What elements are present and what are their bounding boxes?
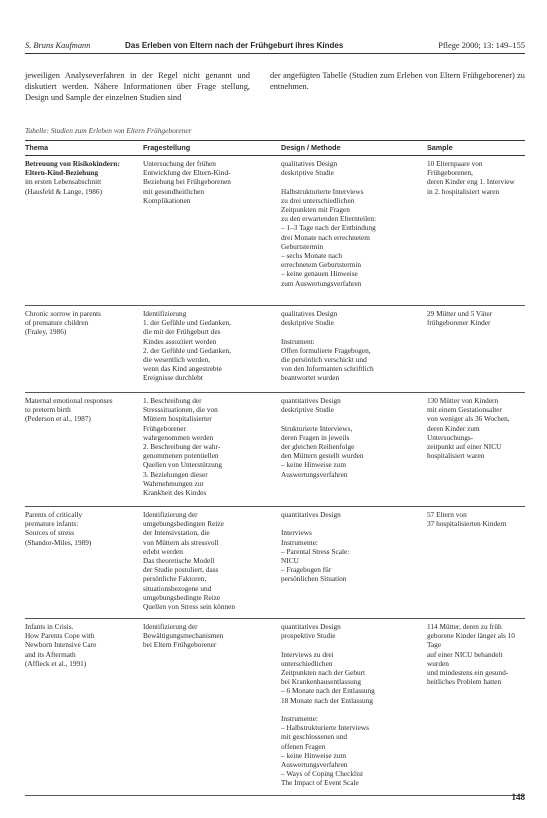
cell-design: [281, 309, 421, 383]
table-row: [25, 306, 525, 393]
cell-line: zeitpunkt auf einer NICU: [427, 442, 502, 452]
cell-line: (Affleck et al., 1991): [25, 658, 87, 668]
cell-line: von den Informanten schriftlich: [281, 364, 374, 374]
cell-line: qualitatives Design: [281, 159, 338, 168]
cell-line: mit einem Gestationsalter: [427, 405, 502, 415]
cell-line: heitliches Problem hatten: [427, 677, 502, 687]
cell-line: Interviews zu drei: [281, 649, 334, 659]
cell-line: Geburtstermin: [281, 241, 324, 251]
running-header: [25, 39, 525, 54]
cell-line: frühgeborener Kinder: [427, 318, 491, 328]
cell-line: wenn das Kind angestrebte: [143, 364, 222, 374]
cell-line: of premature children: [25, 318, 89, 328]
cell-line: situationsbezogene und: [143, 583, 212, 593]
cell-line: Halbstrukturierte Interviews: [281, 186, 364, 196]
studies-table: [25, 140, 525, 796]
table-row: [25, 507, 525, 619]
cell-line: Instrument:: [281, 336, 315, 346]
thema-title: Betreuung von Risikokindern: Eltern-Kind-Beziehung: [25, 159, 120, 178]
cell-line: – Ways of Coping Checklist: [281, 769, 363, 779]
header-journal: Pflege 2000; 13: 149–155: [438, 41, 525, 50]
header-author: S. Bruns Kaufmann: [25, 41, 91, 50]
cell-line: umgebungsbedingten Reize: [143, 519, 224, 529]
cell-line: Offen formulierte Fragebogen,: [281, 345, 371, 355]
cell-line: beantwortet wurden: [281, 373, 340, 383]
cell-line: 37 hospitalisierten Kindern: [427, 519, 507, 529]
cell-line: deskriptive Studie: [281, 318, 334, 328]
cell-line: von weniger als 36 Wochen,: [427, 414, 510, 424]
cell-line: 114 Mütter, deren zu früh: [427, 622, 502, 631]
header-title: Das Erleben von Eltern nach der Frühgeburt ihres Kindes: [125, 41, 344, 50]
cell-thema: [25, 510, 137, 547]
cell-line: die mit der Frühgeburt des: [143, 327, 221, 337]
cell-line: to preterm birth: [25, 405, 71, 415]
cell-line: Identifizierung der: [143, 510, 198, 519]
cell-thema: [25, 159, 137, 196]
cell-line: Auswertungsverfahren: [281, 469, 348, 479]
cell-line: 29 Mütter und 5 Väter: [427, 309, 493, 318]
cell-line: der Studie postuliert, dass: [143, 565, 219, 575]
cell-line: 18 Monate nach der Entlassung: [281, 695, 373, 705]
cell-design: [281, 396, 421, 479]
cell-line: Zeitpunkten nach der Geburt: [281, 668, 366, 678]
cell-line: geborene Kinder länger als 10 Tage: [427, 631, 515, 650]
cell-line: 10 Elternpaare von Frühgeborenen,: [427, 159, 483, 178]
cell-line: hospitalisiert waren: [427, 451, 485, 461]
cell-line: und mindestens ein gesund-: [427, 668, 509, 678]
cell-line: The Impact of Event Scale: [281, 778, 359, 788]
cell-fragestellung: [143, 396, 271, 497]
cell-line: 1. der Gefühle und Gedanken,: [143, 318, 231, 328]
cell-line: Identifizierung: [143, 309, 187, 318]
cell-line: Strukturierte Interviews,: [281, 423, 353, 433]
cell-line: persönliche Faktoren,: [143, 574, 207, 584]
cell-line: and its Aftermath: [25, 649, 76, 659]
cell-thema: [25, 309, 137, 337]
cell-line: Beziehung bei Frühgeborenen: [143, 177, 231, 187]
cell-line: der Intensivstation, die: [143, 528, 210, 538]
cell-line: unterschiedlichen: [281, 658, 333, 668]
cell-line: Newborn Intensive Care: [25, 640, 97, 650]
cell-line: NICU: [281, 556, 299, 566]
cell-line: Quellen von Unterstützung: [143, 460, 223, 470]
page-number: 148: [511, 792, 525, 802]
cell-fragestellung: [143, 622, 271, 650]
cell-line: Quellen von Stress sein können: [143, 602, 236, 612]
cell-line: bei Eltern Frühgeborener: [143, 640, 217, 650]
cell-line: Müttern hospitalisierter: [143, 414, 212, 424]
cell-sample: [427, 309, 525, 327]
cell-line: Kindes assoziiert werden: [143, 336, 217, 346]
cell-line: How Parents Cope with: [25, 631, 95, 641]
cell-line: (Pederson et al., 1987): [25, 414, 91, 424]
cell-line: Das theoretische Modell: [143, 556, 215, 566]
cell-line: im ersten Lebensabschnitt: [25, 177, 102, 187]
cell-line: 3. Beziehungen dieser: [143, 469, 208, 479]
cell-line: [281, 327, 421, 336]
cell-line: quantitatives Design: [281, 396, 341, 405]
cell-line: quantitatives Design: [281, 510, 341, 519]
cell-line: – Halbstrukturierte Interviews: [281, 723, 369, 733]
cell-line: deren Kinder eng 1. Interview: [427, 177, 515, 187]
table-caption: Tabelle: Studien zum Erleben von Eltern Frühgeborener: [25, 126, 192, 135]
cell-line: Instrumente:: [281, 537, 318, 547]
cell-line: – Parental Stress Scale:: [281, 546, 350, 556]
cell-line: Parents of critically: [25, 510, 83, 519]
cell-line: errechnetem Geburtstermin: [281, 260, 362, 270]
cell-line: umgebungsbedingte Reize: [143, 592, 221, 602]
cell-line: [281, 640, 421, 649]
cell-design: [281, 622, 421, 788]
cell-line: – keine genauen Hinweise: [281, 269, 358, 279]
cell-line: zu drei unterschiedlichen: [281, 195, 355, 205]
cell-line: – Fragebogen für: [281, 565, 332, 575]
cell-line: 1. Beschreibung der: [143, 396, 202, 405]
cell-line: – keine Hinweise zum: [281, 460, 347, 470]
cell-line: Sources of stress: [25, 528, 75, 538]
cell-fragestellung: [143, 159, 271, 205]
cell-line: Wahrnehmungen zur: [143, 478, 204, 488]
cell-line: den Müttern gestellt wurden: [281, 451, 364, 461]
cell-line: [281, 519, 421, 528]
cell-line: auf einer NICU behandelt wurden: [427, 649, 503, 668]
cell-line: mit gesundheitlichen: [143, 186, 204, 196]
cell-line: 2. der Gefühle und Gedanken,: [143, 345, 231, 355]
cell-line: – 1–3 Tage nach der Entbindung: [281, 223, 376, 233]
cell-line: premature infants:: [25, 519, 79, 529]
cell-line: Komplikationen: [143, 195, 191, 205]
cell-line: Entwicklung der Eltern-Kind-: [143, 168, 231, 178]
cell-line: deren Kinder zum Untersuchungs-: [427, 423, 480, 442]
cell-line: Zeitpunkten mit Fragen: [281, 205, 350, 215]
cell-line: deskriptive Studie: [281, 405, 334, 415]
cell-line: (Hausfeld & Lange, 1986): [25, 186, 102, 196]
cell-design: [281, 510, 421, 584]
col-header-sample: Sample: [427, 143, 453, 152]
cell-sample: [427, 622, 525, 686]
table-header-row: [25, 140, 525, 156]
cell-line: mit geschlossenen und: [281, 732, 348, 742]
cell-sample: [427, 510, 525, 528]
cell-line: 2. Beschreibung der wahr-: [143, 442, 221, 452]
cell-thema: [25, 396, 137, 424]
cell-line: deren Fragen in jeweils: [281, 432, 350, 442]
cell-line: 130 Mütter von Kindern: [427, 396, 499, 405]
cell-line: erlebt werden: [143, 546, 183, 556]
cell-line: – keine Hinweise zum: [281, 750, 347, 760]
cell-line: die wesentlich werden,: [143, 355, 211, 365]
cell-line: von Müttern als stressvoll: [143, 537, 219, 547]
cell-line: Krankheit des Kindes: [143, 488, 207, 498]
cell-line: [281, 705, 421, 714]
table-row: [25, 393, 525, 507]
cell-line: Interviews: [281, 528, 312, 538]
cell-line: Chronic sorrow in parents: [25, 309, 101, 318]
cell-line: zum Auswertungsverfahren: [281, 278, 362, 288]
cell-line: Instrumente:: [281, 714, 318, 724]
table-row: [25, 156, 525, 306]
cell-line: Bewältigungsmechanismen: [143, 631, 224, 641]
cell-line: – 6 Monate nach der Entlassung: [281, 686, 375, 696]
cell-line: Untersuchung der frühen: [143, 159, 216, 168]
cell-fragestellung: [143, 309, 271, 383]
cell-line: qualitatives Design: [281, 309, 338, 318]
cell-line: – sechs Monate nach: [281, 251, 342, 261]
cell-line: Maternal emotional responses: [25, 396, 113, 405]
cell-line: Ereignisse durchlebt: [143, 373, 203, 383]
col-header-thema: Thema: [25, 143, 49, 152]
cell-line: Identifizierung der: [143, 622, 198, 631]
cell-line: 57 Eltern von: [427, 510, 467, 519]
cell-line: (Fraley, 1986): [25, 327, 67, 337]
cell-line: die persönlich verschickt und: [281, 355, 367, 365]
cell-sample: [427, 159, 525, 196]
cell-line: genommenen potentiellen: [143, 451, 219, 461]
cell-line: Auswertungsverfahren: [281, 760, 348, 770]
cell-design: [281, 159, 421, 288]
cell-thema: [25, 622, 137, 668]
cell-line: Stresssituationen, die von: [143, 405, 218, 415]
cell-line: persönlichen Situation: [281, 574, 347, 584]
cell-line: Infants in Crisis.: [25, 622, 74, 631]
table-body: [25, 156, 525, 796]
col-header-fragestellung: Fragestellung: [143, 143, 191, 152]
cell-line: quantitatives Design: [281, 622, 341, 631]
intro-left-column: jeweiligen Analyseverfahren in der Regel nicht genannt und diskutiert werden. Nähere Informationen über Frage stellung, Design und Sample der einzelnen Studien sind: [25, 71, 250, 102]
intro-right-column: der angefügten Tabelle (Studien zum Erleben von Eltern Frühgeborener) zu entnehmen.: [270, 71, 525, 91]
cell-line: der gleichen Reihenfolge: [281, 442, 355, 452]
cell-line: prospektive Studie: [281, 631, 336, 641]
cell-line: drei Monate nach errechnetem: [281, 232, 370, 242]
col-header-design: Design / Methode: [281, 143, 341, 152]
cell-line: deskriptive Studie: [281, 168, 334, 178]
cell-line: zu den erwartenden Elternteilen:: [281, 214, 377, 224]
cell-line: in 2. hospitalisiert waren: [427, 186, 500, 196]
cell-line: wahrgenommen werden: [143, 432, 214, 442]
cell-fragestellung: [143, 510, 271, 611]
cell-line: (Shandor-Miles, 1989): [25, 537, 92, 547]
table-row: [25, 619, 525, 796]
cell-sample: [427, 396, 525, 460]
cell-line: [281, 414, 421, 423]
cell-line: offenen Fragen: [281, 741, 326, 751]
cell-line: [281, 177, 421, 186]
cell-line: bei Krankenhausentlassung: [281, 677, 362, 687]
cell-line: Frühgeborener: [143, 423, 186, 433]
